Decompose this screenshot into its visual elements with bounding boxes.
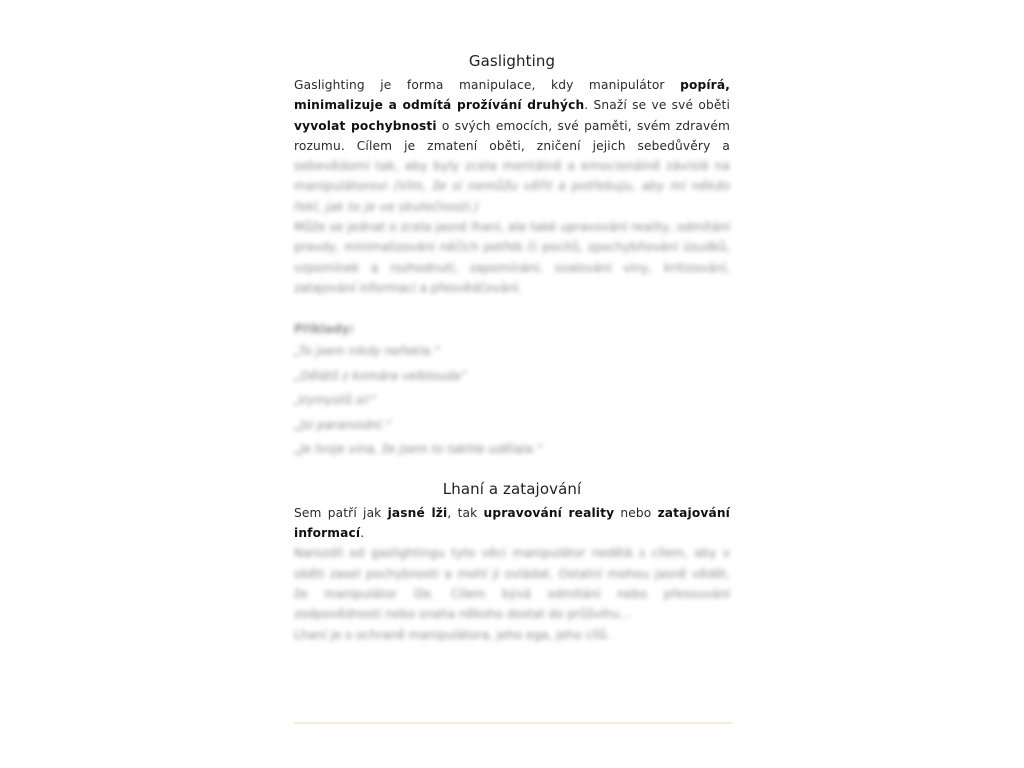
blurred-italic-text: (Vím, že si nemůžu věřit a potřebuju, aby mi někdo řekl, jak to je ve skutečnosti.)	[294, 179, 730, 214]
bold-phrase: jasné lži	[387, 505, 448, 520]
blurred-content-lying	[294, 543, 730, 644]
section-title-lying: Lhaní a zatajování	[442, 479, 582, 498]
bold-phrase: zatajování informací	[294, 505, 731, 541]
example-quote: „Jsi paranoidní.“	[294, 417, 392, 432]
gaslighting-intro-paragraph	[294, 75, 730, 217]
example-quote: „Je tvoje vina, že jsem to takhle udělala.“	[294, 442, 543, 457]
text-fragment: Sem patří jak	[294, 505, 388, 520]
example-quote: „To jsem nikdy neřekla.“	[294, 344, 440, 359]
article	[294, 52, 730, 645]
text-fragment: .	[360, 526, 365, 541]
section-title-gaslighting: Gaslighting	[468, 52, 556, 70]
lying-detail-paragraph: Narozdíl od gaslightingu tyto věci manipulátor nedělá s cílem, aby v oběti zasel pochybnosti a mohl ji ovládat. Ostatní mohou jasně vědět, že manipulátor lže. Cílem bývá odmítání nebo přesouvání zodpovědnosti nebo snaha někoho dostat do průšvihu…	[294, 546, 730, 622]
example-quote: „Vymyslíš si!“	[294, 393, 377, 408]
lying-intro-paragraph	[294, 503, 730, 544]
bold-phrase: popírá, minimalizuje a odmítá prožívání druhých	[294, 78, 730, 113]
text-fragment: , tak	[447, 505, 484, 520]
blurred-content-gaslighting	[294, 217, 730, 462]
example-quote: „Dělátš z komára velbloudaˮ	[294, 368, 467, 383]
gaslighting-detail-paragraph: Může se jednat o zcela jasné lhaní, ale také upravování reality, odmítání pravdy, minimalizování něčích potřeb či pocitů, zpochybňování úsudků, vzpomínek a rozhodnutí, zapomínání, svalování viny, kritizování, zatajování informací a přesvědčování.	[294, 220, 730, 295]
lying-summary-paragraph: Lhaní je o ochraně manipulátora, jeho ega, jeho cílů.	[294, 627, 611, 642]
text-fragment: Gaslighting je forma manipulace, kdy manipulátor	[294, 78, 681, 92]
text-fragment: nebo	[614, 505, 658, 520]
text-fragment: . Snaží se ve své oběti	[584, 98, 730, 113]
text-fragment: o svých emocích, své paměti, svém zdravém rozumu. Cílem je zmatení oběti, zničení jejich sebedůvěry a	[294, 118, 730, 153]
blurred-text: sebevědomí tak, aby byly zcela mentálně a emocionálně závislé na manipulátorovi	[294, 159, 730, 194]
bold-phrase: vyvolat pochybnosti	[294, 118, 437, 133]
section-lying	[294, 480, 730, 645]
examples-heading: Příklady:	[294, 322, 355, 337]
bold-phrase: upravování reality	[483, 505, 615, 520]
bottom-divider	[294, 722, 732, 724]
